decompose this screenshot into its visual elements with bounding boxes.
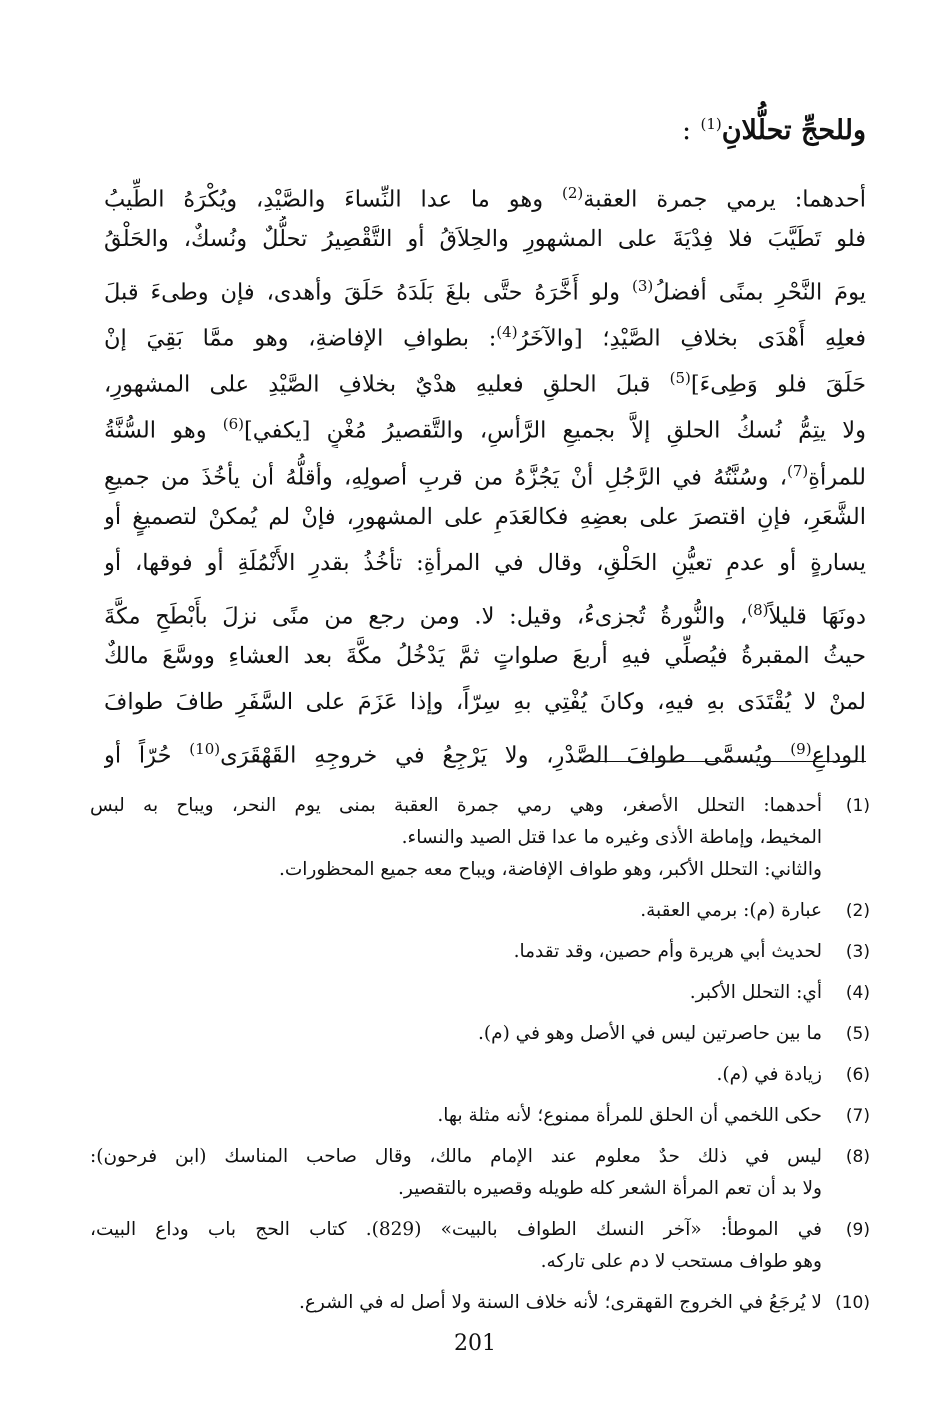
footnote-text — [90, 790, 822, 886]
body-text-segment: يومَ النَّحْرِ بمنًى أفضلُ — [653, 279, 866, 306]
footnote-line: ولا بد أن تعم المرأة الشعر كله طويله وقصيره بالتقصير. — [397, 1178, 822, 1199]
body-text-segment: فلو تَطَيَّبَ فلا فِدْيَةَ على المشهورِ والحِلاَقُ أو التَّقْصِيرُ تحلُّلٌ ونُسكٌ، والحَلْقُ — [104, 226, 866, 253]
body-line — [104, 216, 866, 262]
body-line — [104, 540, 866, 586]
footnote-number: (9) — [845, 1220, 870, 1240]
heading-text: وللحجِّ تحلُّلانِ — [721, 115, 866, 146]
footnote — [90, 1059, 870, 1091]
footnote — [90, 1100, 870, 1132]
footnote-text — [90, 1018, 822, 1050]
page-number: 201 — [454, 1331, 496, 1356]
footnote-ref: (7) — [786, 461, 809, 480]
heading-colon: : — [681, 115, 692, 146]
body-text-segment: الشَّعَرِ، فإنِ اقتصرَ على بعضِهِ فكالعَدَمِ على المشهورِ، فإنْ لم يُمكنْ لتصميغٍ أو — [104, 504, 866, 531]
footnote — [90, 977, 870, 1009]
body-line — [104, 263, 866, 309]
footnote-line: لا يُرجَعُ في الخروج القهقرى؛ لأنه خلاف السنة ولا أصل له في الشرع. — [298, 1292, 822, 1313]
body-line — [104, 726, 866, 772]
body-text-segment: يسارةٍ أو عدمِ تعيُّنِ الحَلْقِ، وقال في المرأةِ: تأخُذُ بقدرِ الأَنْمُلَةِ أو فوقها، أو — [104, 550, 866, 577]
body-text-segment: وهو ما عدا النِّساءَ والصَّيْدِ، ويُكْرَهُ الطِّيبُ — [104, 186, 562, 213]
footnote-line: ليس في ذلك حدٌ معلوم عند الإمام مالك، وقال صاحب المناسك (ابن فرحون): — [90, 1146, 822, 1167]
body-text-segment: حُرّاً أو — [104, 742, 190, 769]
body-line — [104, 355, 866, 401]
body-text-segment: قبلَ الحلقِ فعليهِ هدْيٌ بخلافِ الصَّيْدِ على المشهورِ، — [104, 371, 670, 398]
body-text-segment: ، وسُنَّتُهُ في الرَّجُلِ أنْ يَجُزَّهُ من قربِ أصولِهِ، وأقلُّهُ أن يأخُذَ من جميعِ — [104, 464, 787, 491]
body-text-segment: ولو أَخَّرَهُ حتَّى بلغَ بَلَدَهُ حَلَقَ وأهدى، فإن وطىءَ قبلَ — [104, 279, 632, 306]
footnote — [90, 790, 870, 886]
footnote-line: ما بين حاصرتين ليس في الأصل وهو في (م). — [478, 1023, 822, 1044]
body-line — [104, 309, 866, 355]
section-heading — [682, 104, 866, 151]
body-text-segment: ويُسمَّى طوافَ الصَّدْرِ، ولا يَرْجِعُ في خروجِهِ القَهْقَرَى — [220, 742, 791, 769]
footnote-line: عبارة (م): برمي العقبة. — [640, 900, 822, 921]
body-text-segment: للمرأةِ — [808, 464, 866, 491]
body-text-segment: وهو السُّنَّةُ — [104, 417, 223, 444]
footnote — [90, 1287, 870, 1319]
footnote-text — [90, 1100, 822, 1132]
footnote-number: (6) — [845, 1065, 870, 1085]
footnote-line: لحديث أبي هريرة وأم حصين، وقد تقدما. — [513, 941, 822, 962]
body-text-segment: حَلَقَ فلو وَطِىءَ] — [690, 371, 866, 398]
footnote — [90, 1018, 870, 1050]
body-text-segment: أحدهما: يرمي جمرة العقبة — [583, 186, 866, 213]
body-line — [104, 448, 866, 494]
body-line — [104, 494, 866, 540]
body-text-segment: دونَهَا قليلاً — [768, 603, 866, 630]
body-text-segment: الوداعِ — [811, 742, 866, 769]
footnote-text — [90, 1059, 822, 1091]
body-text-segment: لمنْ لا يُقْتَدَى بهِ فيهِ، وكانَ يُفْتِي بهِ سِرّاً، وإذا عَزَمَ على السَّفَرِ طافَ طوافَ — [104, 689, 866, 716]
body-text — [104, 170, 866, 772]
footnote-line: زيادة في (م). — [716, 1064, 822, 1085]
footnote-number: (5) — [845, 1024, 870, 1044]
body-text-segment: : بطوافِ الإفاضةِ، وهو ممَّا بَقِيَ إنْ — [104, 325, 497, 352]
footnote-line: وهو طواف مستحب لا دم على تاركه. — [540, 1251, 822, 1272]
footnote — [90, 936, 870, 968]
footnote-ref: (6) — [222, 415, 245, 434]
footnote-ref: (3) — [631, 276, 654, 295]
footnote-line: حكى اللخمي أن الحلق للمرأة ممنوع؛ لأنه مثلة بها. — [437, 1105, 822, 1126]
footnotes — [90, 790, 870, 1328]
footnote-separator — [588, 761, 866, 762]
footnote-number: (10) — [835, 1293, 870, 1313]
footnote-line: المخيط، وإماطة الأذى وغيره ما عدا قتل الصيد والنساء. — [401, 827, 822, 848]
footnote-text — [90, 977, 822, 1009]
footnote-ref: (8) — [747, 600, 769, 619]
footnote-line: أحدهما: التحلل الأصغر، وهي رمي جمرة العقبة بمنى يوم النحر، ويباح به لبس — [90, 795, 822, 816]
footnote — [90, 1141, 870, 1205]
footnote-number: (2) — [845, 901, 870, 921]
footnote-text — [90, 895, 822, 927]
footnote — [90, 895, 870, 927]
footnote-number: (4) — [845, 983, 870, 1003]
footnote-line: والثاني: التحلل الأكبر، وهو طواف الإفاضة، ويباح معه جميع المحظورات. — [278, 859, 822, 880]
body-line — [104, 587, 866, 633]
footnote-text — [90, 1214, 822, 1278]
footnote-number: (8) — [845, 1147, 870, 1167]
footnote-number: (7) — [845, 1106, 870, 1126]
footnote-number: (1) — [845, 796, 870, 816]
footnote-ref: (9) — [790, 739, 812, 758]
body-line — [104, 170, 866, 216]
heading-footnote-ref: (1) — [700, 115, 722, 133]
footnote-ref: (5) — [669, 369, 691, 388]
footnote-number: (3) — [845, 942, 870, 962]
body-text-segment: ، والنُّورةُ تُجزىءُ، وقيل: لا. ومن رجع من منًى نزلَ بأَبْطَحِ مكَّةَ — [104, 603, 748, 630]
footnote-line: في الموطأ: «آخر النسك الطواف بالبيت» (829). كتاب الحج باب وداع البيت، — [90, 1219, 822, 1240]
footnote-text — [90, 1287, 822, 1319]
footnote-ref: (2) — [561, 184, 584, 202]
footnote-ref: (4) — [496, 322, 518, 341]
footnote-ref: (10) — [189, 739, 221, 758]
footnote — [90, 1214, 870, 1278]
body-text-segment: فعلِهِ أَهْدَى بخلافِ الصَّيْدِ؛ [والآخَرُ — [517, 325, 866, 352]
footnote-text — [90, 1141, 822, 1205]
body-line — [104, 401, 866, 447]
body-text-segment: حيثُ المقبرةُ فيُصلِّي فيهِ أربعَ صلواتٍ ثمَّ يَدْخُلُ مكَّةَ بعد العشاءِ ووسَّعَ مالكٌ — [104, 642, 866, 669]
body-line — [104, 679, 866, 725]
body-text-segment: ولا يتِمُّ نُسكُ الحلقِ إلاَّ بجميعِ الرَّأسِ، والتَّقصيرُ مُغْنٍ [يكفي] — [244, 417, 866, 444]
footnote-text — [90, 936, 822, 968]
body-line — [104, 633, 866, 679]
footnote-line: أي: التحلل الأكبر. — [689, 982, 822, 1003]
